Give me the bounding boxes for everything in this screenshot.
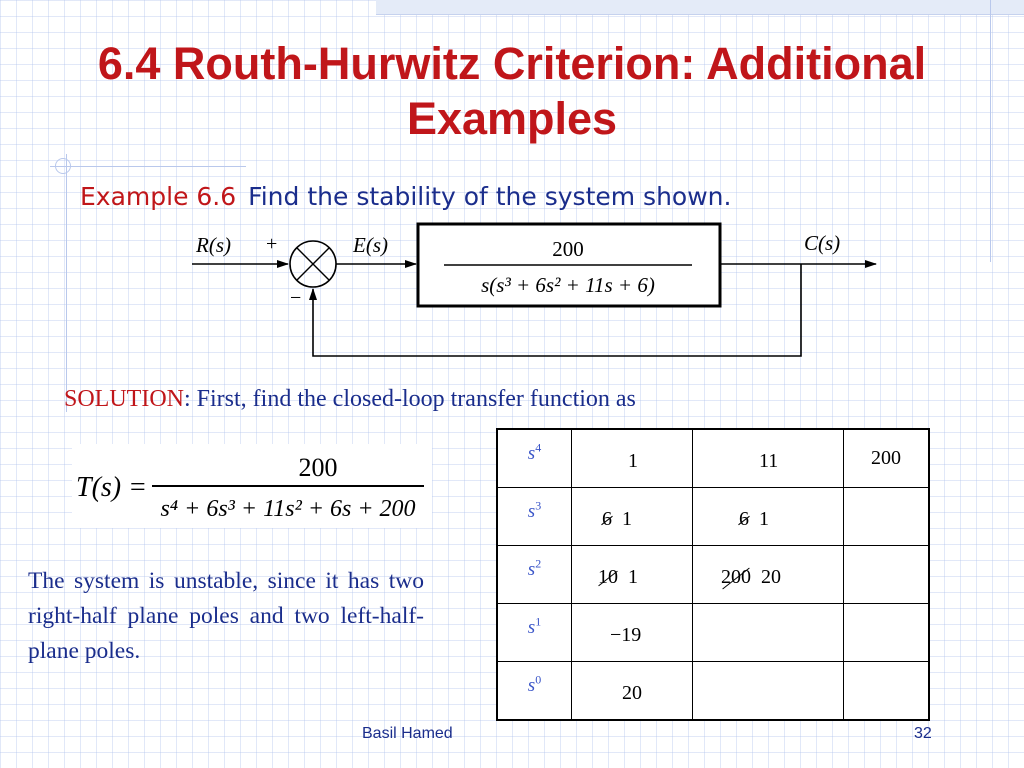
page-number: 32 (914, 725, 932, 742)
struck-value: 10 (598, 566, 618, 588)
routh-row-label: $s^4$ (497, 429, 572, 488)
routh-cell: 6 1 (693, 488, 844, 546)
decoration-circle (55, 158, 71, 174)
slide-title (0, 36, 1024, 146)
example-label: Example 6.6 (80, 182, 237, 211)
solution-text: : First, find the closed-loop transfer function as (184, 386, 636, 412)
routh-row (497, 662, 929, 721)
routh-row-label: $s^2$ (497, 546, 572, 604)
routh-cell: 10 1 (572, 546, 693, 604)
slide-title-line2: Examples (406, 93, 618, 144)
solution-line (64, 386, 636, 413)
block-diagram (186, 218, 886, 364)
routh-cell (844, 488, 930, 546)
conclusion-text: The system is unstable, since it has two right-half plane poles and two left-half-plane poles. (28, 568, 424, 664)
routh-cell (693, 604, 844, 662)
top-decoration-bar (376, 0, 1024, 15)
routh-cell (693, 662, 844, 721)
decoration-line (50, 166, 246, 167)
routh-row (497, 546, 929, 604)
tf-lhs: T(s) = (76, 472, 148, 503)
routh-cell: 200 (844, 429, 930, 488)
routh-cell: 11 (693, 429, 844, 488)
routh-cell (844, 604, 930, 662)
routh-cell: −19 (572, 604, 693, 662)
footer-author: Basil Hamed (362, 725, 453, 742)
routh-row-label: $s^1$ (497, 604, 572, 662)
routh-cell: 6 1 (572, 488, 693, 546)
error-label: E(s) (353, 233, 388, 257)
routh-row (497, 488, 929, 546)
struck-value: 6 (602, 508, 612, 530)
routh-cell (844, 546, 930, 604)
plus-sign: + (266, 233, 278, 255)
routh-row-label: $s^0$ (497, 662, 572, 721)
transfer-function-image (72, 444, 432, 528)
routh-cell: 200 20 (693, 546, 844, 604)
solution-label: SOLUTION (64, 386, 184, 412)
plant-numerator: 200 (552, 237, 584, 261)
example-text: Find the stability of the system shown. (248, 182, 732, 211)
decoration-line (66, 154, 67, 412)
routh-row (497, 429, 929, 488)
routh-cell: 20 (572, 662, 693, 721)
output-label: C(s) (804, 231, 841, 255)
struck-value: 6 (739, 508, 749, 530)
minus-sign: − (290, 287, 302, 309)
slide-title-line1: 6.4 Routh-Hurwitz Criterion: Additional (97, 38, 927, 89)
input-label: R(s) (196, 233, 231, 257)
routh-row (497, 604, 929, 662)
plant-denominator: s(s³ + 6s² + 11s + 6) (481, 273, 655, 297)
tf-numerator: 200 (298, 453, 338, 482)
routh-cell (844, 662, 930, 721)
example-line (80, 182, 731, 211)
tf-denominator: s⁴ + 6s³ + 11s² + 6s + 200 (160, 496, 416, 522)
routh-cell: 1 (572, 429, 693, 488)
routh-row-label: $s^3$ (497, 488, 572, 546)
struck-value: 200 (721, 566, 751, 588)
routh-table (496, 428, 930, 721)
